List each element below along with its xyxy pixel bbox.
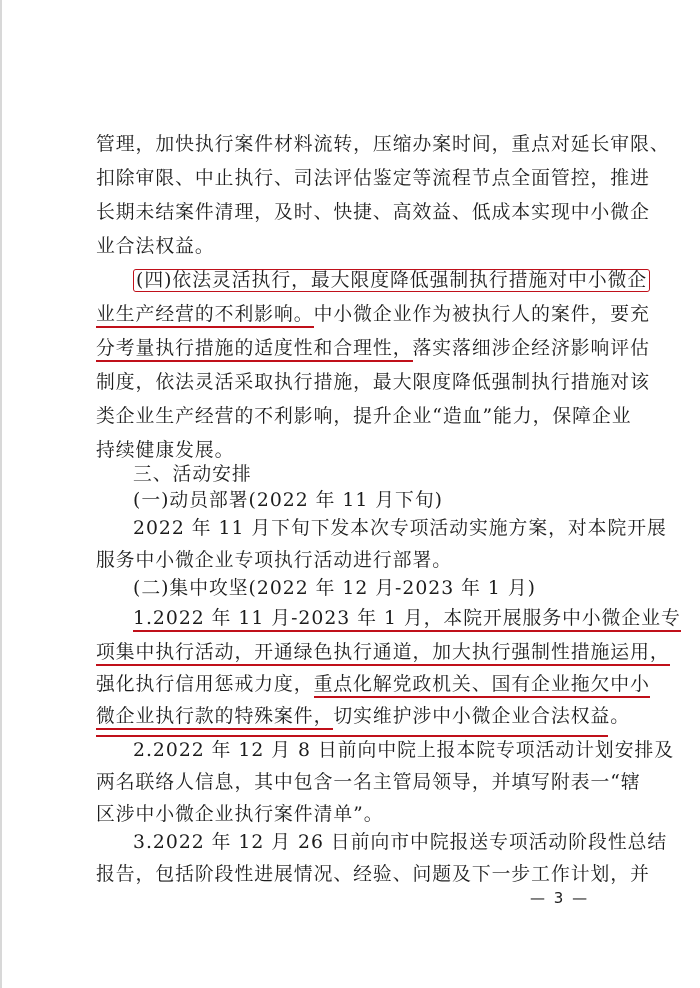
body-line: 持续健康发展。	[96, 440, 235, 461]
plain-text: 中小微企业作为被执行人的案件，要充	[313, 304, 650, 325]
body-line: 扣除审限、中止执行、司法评估鉴定等流程节点全面管控，推进	[96, 168, 650, 189]
subsection-heading: (二)集中攻坚(2022 年 12 月-2023 年 1 月)	[133, 578, 536, 599]
body-line: 长期未结案件清理，及时、快捷、高效益、低成本实现中小微企	[96, 202, 650, 223]
plain-text: 切实维护涉中小微企业合法权益。	[333, 706, 631, 727]
body-line: 2.2022 年 12 月 8 日前向中院上报本院专项活动计划安排及	[133, 740, 675, 761]
body-line: 业合法权益。	[96, 236, 215, 257]
body-line: 2022 年 11 月下旬下发本次专项活动实施方案，对本院开展	[133, 518, 667, 539]
plain-text: 落实落细涉企经济影响评估	[412, 338, 650, 359]
body-line	[96, 668, 650, 702]
highlighted-text: (四)依法灵活执行，最大限度降低强制执行措施对中小微企	[133, 269, 650, 292]
subsection-heading: (一)动员部署(2022 年 11 月下旬)	[133, 490, 443, 511]
body-line: 管理，加快执行案件材料流转，压缩办案时间，重点对延长审限、	[96, 134, 670, 155]
section-heading: 三、活动安排	[133, 464, 252, 485]
body-line: 报告，包括阶段性进展情况、经验、问题及下一步工作计划，并	[96, 864, 650, 885]
page-number: — 3 —	[530, 889, 590, 907]
highlighted-text: 分考量执行措施的适度性和合理性，	[96, 338, 413, 362]
page-edge	[0, 0, 2, 988]
body-line: 区涉中小微企业执行案件清单”。	[96, 804, 384, 825]
highlighted-text: 重点化解党政机关、国有企业拖欠中小	[314, 674, 650, 698]
highlighted-text: 业生产经营的不利影响。	[96, 304, 314, 328]
body-line: 类企业生产经营的不利影响，提升企业“造血”能力，保障企业	[96, 406, 632, 427]
body-line	[133, 264, 648, 298]
body-line	[96, 298, 650, 332]
highlighted-text: 微企业执行款的特殊案件，	[96, 706, 333, 730]
body-line: 3.2022 年 12 月 26 日前向市中院报送专项活动阶段性总结	[133, 832, 668, 853]
plain-text: 强化执行信用惩戒力度，	[96, 674, 314, 695]
body-line: 服务中小微企业专项执行活动进行部署。	[96, 550, 453, 571]
body-line	[133, 602, 681, 636]
body-line: 制度，依法灵活采取执行措施，最大限度降低强制执行措施对该	[96, 372, 650, 393]
body-line	[96, 332, 650, 366]
highlighted-text: 项集中执行活动，开通绿色执行通道，加大执行强制性措施运用，	[96, 642, 670, 666]
body-line: 两名联络人信息，其中包含一名主管局领导，并填写附表一“辖	[96, 772, 641, 793]
highlighted-text: 1.2022 年 11 月-2023 年 1 月，本院开展服务中小微企业专	[133, 608, 681, 632]
body-line	[96, 636, 670, 670]
body-line	[96, 700, 631, 734]
